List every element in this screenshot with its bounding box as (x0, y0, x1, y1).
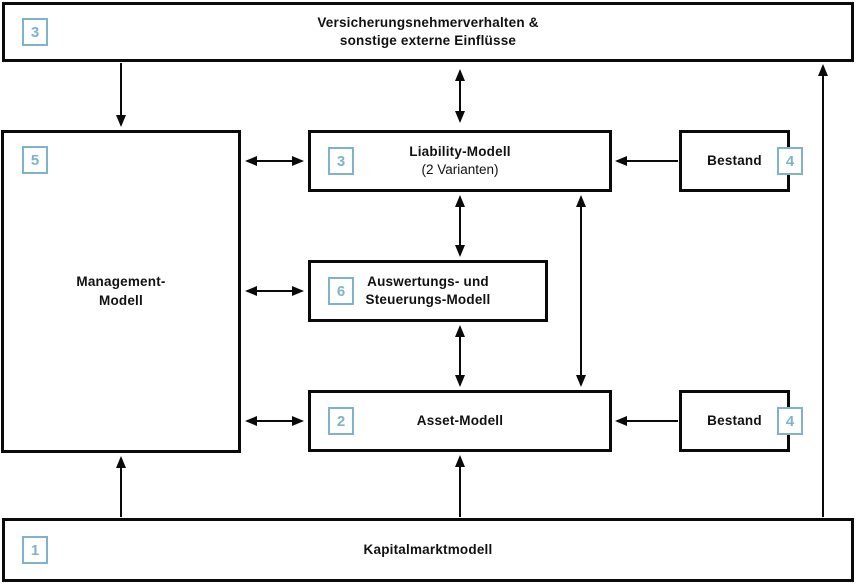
asset-model-box (308, 390, 612, 452)
external-influences-box (2, 2, 854, 62)
number-badge: 4 (777, 407, 803, 435)
number-badge: 3 (22, 18, 48, 46)
kapitalmarkt-model-label: Kapitalmarktmodell (363, 541, 493, 557)
external-influences-label: Versicherungsnehmerverhalten & sonstige externe Einflüsse (317, 14, 539, 48)
number-badge: 1 (22, 536, 48, 564)
asset-model-label: Asset-Modell (416, 412, 504, 428)
management-model-label: Management- Modell (76, 274, 166, 308)
bestand-top-label: Bestand (707, 152, 762, 168)
kapitalmarkt-model-box (2, 518, 854, 582)
number-badge: 6 (328, 277, 354, 305)
auswertung-steuerung-model-label: Auswertungs- und Steuerungs-Modell (365, 273, 491, 307)
auswertung-steuerung-model-box (308, 260, 548, 322)
number-badge: 2 (328, 407, 354, 435)
bestand-bottom-box (679, 390, 795, 452)
number-badge: 4 (777, 147, 803, 175)
number-badge: 3 (328, 147, 354, 175)
liability-model-label: Liability-Modell (2 Varianten) (409, 143, 511, 177)
bestand-top-box (679, 130, 795, 192)
bestand-bottom-label: Bestand (707, 412, 762, 428)
number-badge: 5 (22, 146, 48, 174)
management-model-box (1, 130, 241, 453)
liability-model-box (308, 130, 612, 192)
